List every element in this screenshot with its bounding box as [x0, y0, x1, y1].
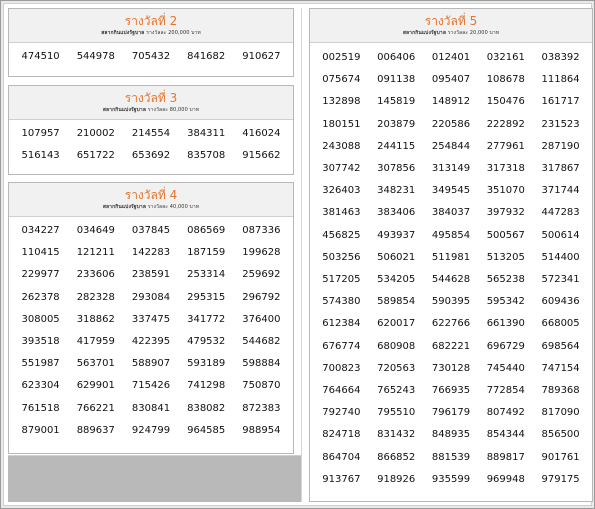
winning-number: 682221: [431, 340, 471, 352]
winning-number: 180151: [322, 118, 361, 130]
winning-number: 676774: [322, 340, 361, 352]
winning-number: 287190: [541, 140, 580, 152]
winning-number: 107957: [21, 128, 60, 139]
winning-number: 622766: [431, 318, 471, 330]
winning-number: 087336: [242, 225, 281, 236]
winning-number: 720563: [377, 362, 416, 374]
winning-number: 747154: [541, 362, 580, 374]
prize-4-subtitle: [9, 203, 293, 216]
winning-number: 456825: [322, 229, 361, 241]
winning-number: 516143: [21, 150, 60, 162]
winning-number: 765243: [377, 385, 416, 397]
winning-number: 854344: [486, 429, 525, 441]
winning-number: 589854: [377, 296, 416, 308]
winning-number: 901761: [541, 451, 580, 463]
winning-number: 563701: [76, 358, 115, 370]
winning-number: 772854: [486, 385, 525, 397]
winning-number: 544978: [76, 51, 115, 62]
winning-number: 254844: [431, 140, 471, 152]
winning-number: 038392: [541, 52, 580, 63]
prize-4-subtitle-rest: รางวัลละ 40,000 บาท: [147, 204, 200, 210]
winning-number: 574380: [322, 296, 361, 308]
winning-number: 918926: [377, 473, 416, 485]
winning-number: 326403: [322, 185, 361, 197]
winning-number: 698564: [541, 340, 580, 352]
winning-number: 259692: [242, 269, 281, 281]
winning-number: 680908: [377, 340, 416, 352]
prize-4-numbers: [9, 217, 293, 442]
winning-number: 034649: [76, 225, 115, 236]
winning-number: 503256: [322, 251, 361, 263]
winning-number: 668005: [541, 318, 580, 330]
winning-number: 337475: [131, 313, 171, 325]
winning-number: 864704: [322, 451, 361, 463]
winning-number: 229977: [21, 269, 60, 281]
prize-2-subtitle-bold: สลากกินแบ่งรัฐบาล: [101, 30, 145, 36]
prize-4-subtitle-bold: สลากกินแบ่งรัฐบาล: [102, 204, 146, 210]
prize-3-subtitle: [9, 106, 293, 119]
prize-3-numbers: [9, 120, 293, 167]
winning-number: 317867: [541, 163, 580, 175]
prize-5-subtitle-bold: สลากกินแบ่งรัฐบาล: [402, 30, 446, 36]
winning-number: 856500: [541, 429, 580, 441]
winning-number: 913767: [322, 473, 361, 485]
prize-2-numbers: [9, 43, 293, 68]
winning-number: 199628: [242, 247, 281, 259]
winning-number: 889637: [76, 424, 115, 436]
winning-number: 203879: [377, 118, 416, 130]
winning-number: 317318: [486, 163, 525, 175]
winning-number: 095407: [431, 74, 471, 86]
winning-number: 835708: [187, 150, 226, 162]
winning-number: 348231: [377, 185, 416, 197]
winning-number: 551987: [21, 358, 60, 370]
prize-2-panel: [8, 8, 294, 77]
winning-number: 866852: [377, 451, 416, 463]
winning-number: 293084: [131, 291, 171, 303]
winning-number: 422395: [131, 336, 171, 348]
prize-5-subtitle: [310, 29, 592, 42]
winning-number: 651722: [76, 150, 115, 162]
prize-2-header: [9, 9, 293, 43]
winning-number: 979175: [541, 473, 580, 485]
winning-number: 474510: [21, 51, 60, 62]
winning-number: 838082: [187, 402, 226, 414]
winning-number: 086569: [187, 225, 226, 236]
winning-number: 544682: [242, 336, 281, 348]
winning-number: 307742: [322, 163, 361, 175]
winning-number: 969948: [486, 473, 525, 485]
winning-number: 349545: [431, 185, 471, 197]
winning-number: 006406: [377, 52, 416, 63]
winning-number: 243088: [322, 140, 361, 152]
winning-number: 817090: [541, 407, 580, 419]
winning-number: 889817: [486, 451, 525, 463]
prize-2-subtitle: [9, 29, 293, 42]
winning-number: 988954: [242, 424, 281, 436]
winning-number: 308005: [21, 313, 60, 325]
winning-number: 108678: [486, 74, 525, 86]
winning-number: 313149: [431, 163, 471, 175]
winning-number: 075674: [322, 74, 361, 86]
winning-number: 590395: [431, 296, 471, 308]
winning-number: 795510: [377, 407, 416, 419]
winning-number: 696729: [486, 340, 525, 352]
prize-3-subtitle-rest: รางวัลละ 80,000 บาท: [147, 107, 200, 113]
winning-number: 506021: [377, 251, 416, 263]
winning-number: 210002: [76, 128, 115, 139]
winning-number: 479532: [187, 336, 226, 348]
winning-number: 233606: [76, 269, 115, 281]
winning-number: 830841: [131, 402, 171, 414]
column-divider: [301, 8, 302, 502]
winning-number: 351070: [486, 185, 525, 197]
winning-number: 371744: [541, 185, 580, 197]
winning-number: 417959: [76, 336, 115, 348]
winning-number: 511981: [431, 251, 471, 263]
winning-number: 761518: [21, 402, 60, 414]
winning-number: 187159: [187, 247, 226, 259]
winning-number: 924799: [131, 424, 171, 436]
winning-number: 565238: [486, 274, 525, 286]
winning-number: 341772: [187, 313, 226, 325]
winning-number: 595342: [486, 296, 525, 308]
winning-number: 764664: [322, 385, 361, 397]
winning-number: 841682: [187, 51, 226, 62]
winning-number: 766221: [76, 402, 115, 414]
winning-number: 935599: [431, 473, 471, 485]
winning-number: 620017: [377, 318, 416, 330]
winning-number: 766935: [431, 385, 471, 397]
winning-number: 150476: [486, 96, 525, 108]
winning-number: 609436: [541, 296, 580, 308]
winning-number: 848935: [431, 429, 471, 441]
prize-2-subtitle-rest: รางวัลละ 200,000 บาท: [146, 30, 201, 36]
prize-5-title: รางวัลที่ 5: [424, 14, 478, 28]
winning-number: 513205: [486, 251, 525, 263]
winning-number: 244115: [377, 140, 416, 152]
winning-number: 262378: [21, 291, 60, 303]
prize-3-header: [9, 86, 293, 120]
winning-number: 393518: [21, 336, 60, 348]
winning-number: 142283: [131, 247, 171, 259]
prize-5-header: [310, 9, 592, 43]
winning-number: 148912: [431, 96, 471, 108]
winning-number: 383406: [377, 207, 416, 219]
winning-number: 745440: [486, 362, 525, 374]
winning-number: 872383: [242, 402, 281, 414]
winning-number: 741298: [187, 380, 226, 392]
winning-number: 500567: [486, 229, 525, 241]
winning-number: 002519: [322, 52, 361, 63]
winning-number: 792740: [322, 407, 361, 419]
winning-number: 220586: [431, 118, 471, 130]
winning-number: 381463: [322, 207, 361, 219]
prize-5-numbers: [310, 43, 592, 491]
winning-number: 544628: [431, 274, 471, 286]
winning-number: 915662: [242, 150, 281, 162]
winning-number: 705432: [131, 51, 171, 62]
winning-number: 282328: [76, 291, 115, 303]
winning-number: 277961: [486, 140, 525, 152]
winning-number: 145819: [377, 96, 416, 108]
winning-number: 517205: [322, 274, 361, 286]
winning-number: 032161: [486, 52, 525, 63]
winning-number: 750870: [242, 380, 281, 392]
prize-5-panel: [309, 8, 593, 502]
prize-4-title: รางวัลที่ 4: [124, 188, 178, 202]
winning-number: 910627: [242, 51, 281, 62]
winning-number: 629901: [76, 380, 115, 392]
winning-number: 111864: [541, 74, 580, 86]
winning-number: 653692: [131, 150, 171, 162]
winning-number: 796179: [431, 407, 471, 419]
winning-number: 295315: [187, 291, 226, 303]
winning-number: 238591: [131, 269, 171, 281]
prize-3-panel: [8, 85, 294, 175]
prize-4-header: [9, 183, 293, 217]
winning-number: 384311: [187, 128, 226, 139]
winning-number: 034227: [21, 225, 60, 236]
winning-number: 110415: [21, 247, 60, 259]
prize-2-title: รางวัลที่ 2: [124, 14, 178, 28]
winning-number: 661390: [486, 318, 525, 330]
winning-number: 824718: [322, 429, 361, 441]
winning-number: 700823: [322, 362, 361, 374]
winning-number: 447283: [541, 207, 580, 219]
winning-number: 879001: [21, 424, 60, 436]
winning-number: 831432: [377, 429, 416, 441]
prize-3-subtitle-bold: สลากกินแบ่งรัฐบาล: [102, 107, 146, 113]
winning-number: 384037: [431, 207, 471, 219]
winning-number: 296792: [242, 291, 281, 303]
winning-number: 588907: [131, 358, 171, 370]
winning-number: 598884: [242, 358, 281, 370]
winning-number: 231523: [541, 118, 580, 130]
winning-number: 214554: [131, 128, 171, 139]
winning-number: 964585: [187, 424, 226, 436]
winning-number: 593189: [187, 358, 226, 370]
winning-number: 132898: [322, 96, 361, 108]
winning-number: 807492: [486, 407, 525, 419]
winning-number: 623304: [21, 380, 60, 392]
winning-number: 091138: [377, 74, 416, 86]
winning-number: 493937: [377, 229, 416, 241]
winning-number: 715426: [131, 380, 171, 392]
winning-number: 789368: [541, 385, 580, 397]
prize-3-title: รางวัลที่ 3: [124, 91, 178, 105]
winning-number: 037845: [131, 225, 171, 236]
winning-number: 514400: [541, 251, 580, 263]
winning-number: 121211: [76, 247, 115, 259]
winning-number: 534205: [377, 274, 416, 286]
winning-number: 730128: [431, 362, 471, 374]
empty-gray-block: [8, 455, 301, 502]
winning-number: 416024: [242, 128, 281, 139]
winning-number: 881539: [431, 451, 471, 463]
winning-number: 253314: [187, 269, 226, 281]
winning-number: 376400: [242, 313, 281, 325]
prize-5-subtitle-rest: รางวัลละ 20,000 บาท: [447, 30, 500, 36]
winning-number: 012401: [431, 52, 471, 63]
winning-number: 318862: [76, 313, 115, 325]
winning-number: 222892: [486, 118, 525, 130]
winning-number: 495854: [431, 229, 471, 241]
winning-number: 572341: [541, 274, 580, 286]
winning-number: 397932: [486, 207, 525, 219]
winning-number: 612384: [322, 318, 361, 330]
winning-number: 307856: [377, 163, 416, 175]
prize-4-panel: [8, 182, 294, 454]
winning-number: 500614: [541, 229, 580, 241]
winning-number: 161717: [541, 96, 580, 108]
